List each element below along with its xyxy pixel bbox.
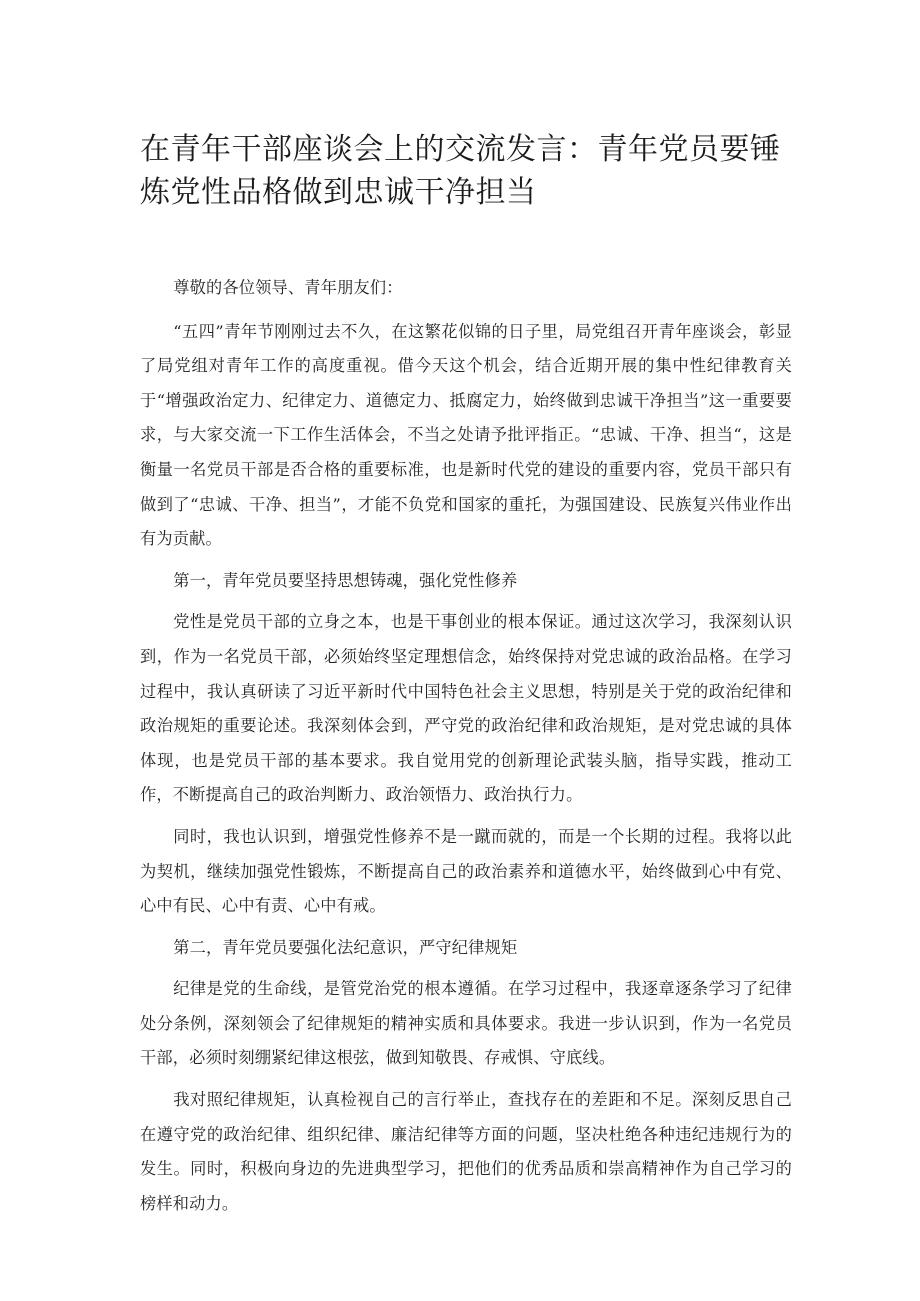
greeting-paragraph: 尊敬的各位领导、青年朋友们：: [173, 278, 403, 297]
section-heading-2: 第二，青年党员要强化法纪意识，严守纪律规矩: [173, 937, 518, 957]
body-paragraph: 纪律是党的生命线，是管党治党的根本遵循。在学习过程中，我逐章逐条学习了纪律处分条例，深刻领会了纪律规矩的精神实质和具体要求。我进一步认识到，作为一名党员干部，必须时刻绷紧纪律这根弦，做到知敬畏、存戒惧、守底线。: [140, 979, 792, 1068]
intro-paragraph: “五四”青年节刚刚过去不久，在这繁花似锦的日子里，局党组召开青年座谈会，彰显了局党组对青年工作的高度重视。借今天这个机会，结合近期开展的集中性纪律教育关于“增强政治定力、纪律定力、道德定力、抵腐定力，始终做到忠诚干净担当”这一重要要求，与大家交流一下工作生活体会，不当之处请予批评指正。“忠诚、干净、担当“，这是衡量一名党员干部是否合格的重要标准，也是新时代党的建设的重要内容，党员干部只有做到了“忠诚、干净、担当”，才能不负党和国家的重托，为强国建设、民族复兴伟业作出有为贡献。: [140, 321, 792, 549]
document-title: 在青年干部座谈会上的交流发言：青年党员要锤炼党性品格做到忠诚干净担当: [140, 132, 781, 210]
body-paragraph: 党性是党员干部的立身之本，也是干事创业的根本保证。通过这次学习，我深刻认识到，作为一名党员干部，必须始终坚定理想信念，始终保持对党忠诚的政治品格。在学习过程中，我认真研读了习近平新时代中国特色社会主义思想，特别是关于党的政治纪律和政治规矩的重要论述。我深刻体会到，严守党的政治纪律和政治规矩，是对党忠诚的具体体现，也是党员干部的基本要求。我自觉用党的创新理论武装头脑，指导实践，推动工作，不断提高自己的政治判断力、政治领悟力、政治执行力。: [140, 612, 792, 805]
body-paragraph: 同时，我也认识到，增强党性修养不是一蹴而就的，而是一个长期的过程。我将以此为契机，继续加强党性锻炼，不断提高自己的政治素养和道德水平，始终做到心中有党、心中有民、心中有责、心中有戒。: [140, 826, 792, 916]
document-body: [140, 271, 792, 1228]
body-paragraph: 我对照纪律规矩，认真检视自己的言行举止，查找存在的差距和不足。深刻反思自己在遵守党的政治纪律、组织纪律、廉洁纪律等方面的问题，坚决杜绝各种违纪违规行为的发生。同时，积极向身边的先进典型学习，把他们的优秀品质和崇高精神作为自己学习的榜样和动力。: [140, 1090, 792, 1213]
section-heading-1: 第一，青年党员要坚持思想铸魂，强化党性修养: [173, 570, 518, 590]
